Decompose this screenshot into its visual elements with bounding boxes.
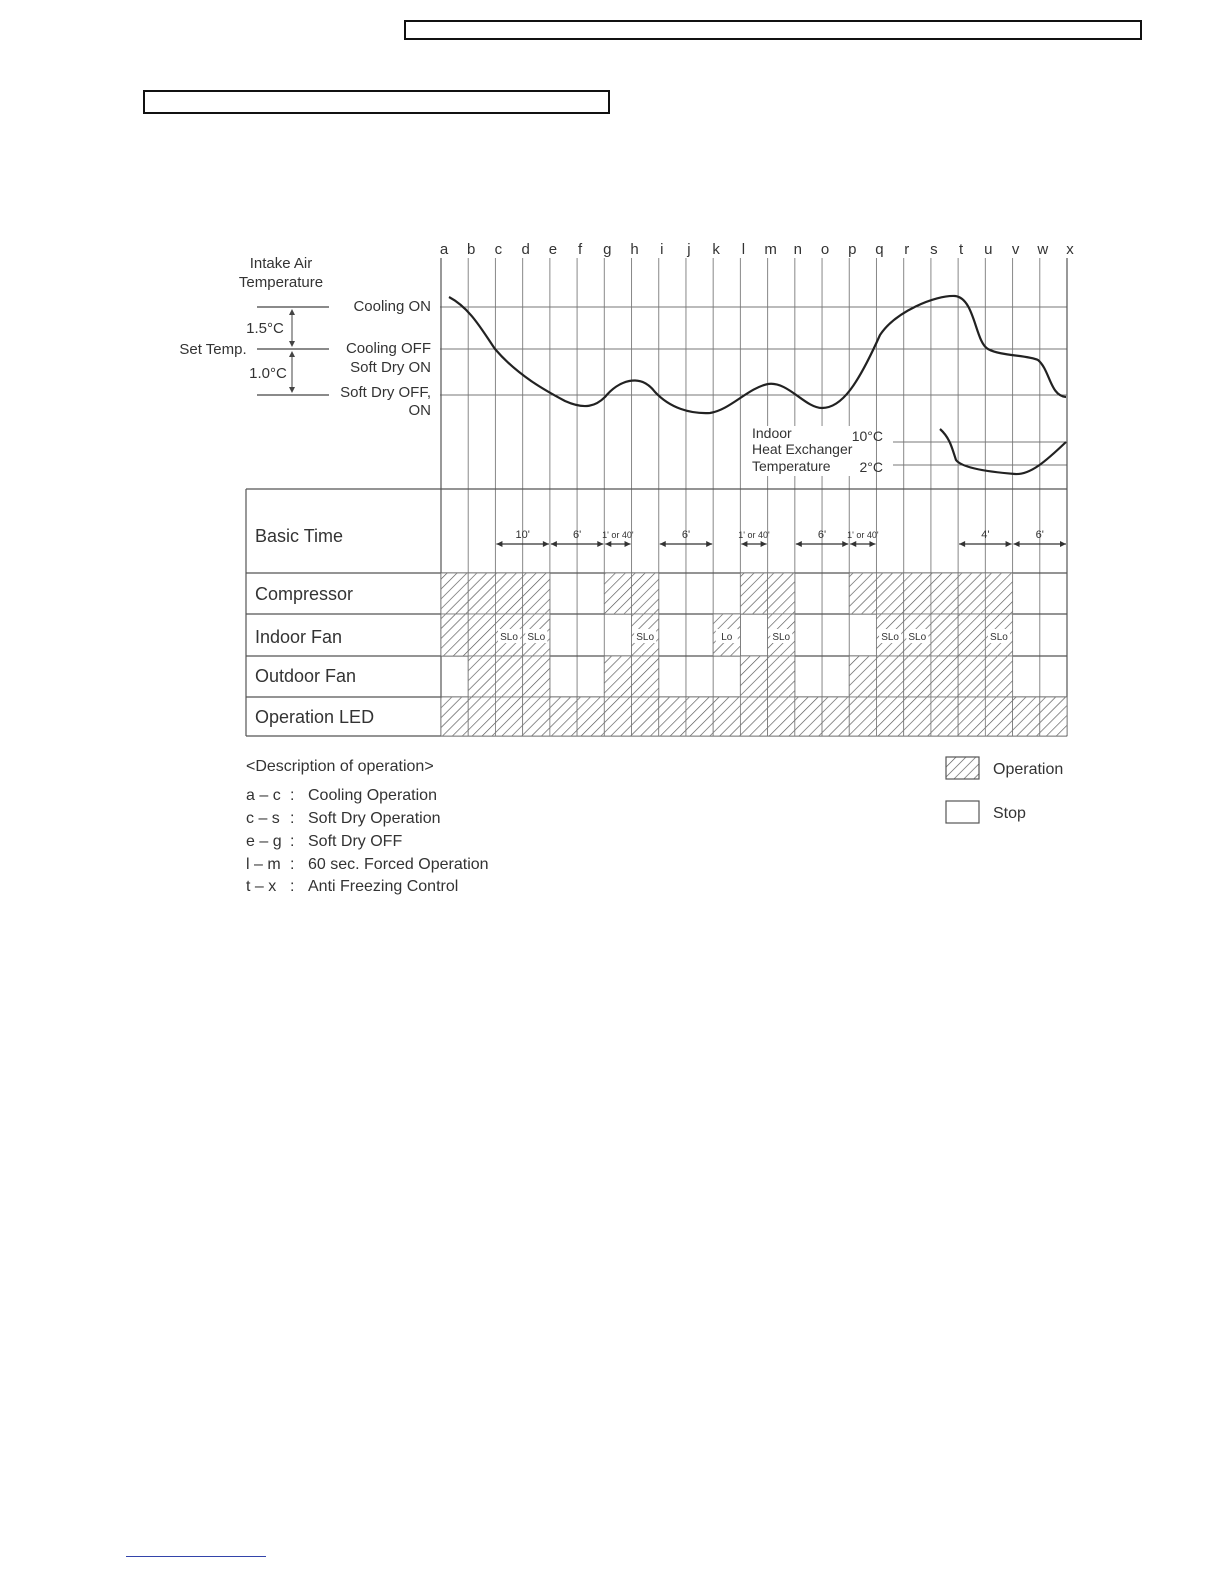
operation-cell	[958, 697, 985, 736]
operation-cell	[931, 614, 958, 656]
column-letter: q	[875, 241, 884, 258]
basic-time-arrowhead	[496, 541, 502, 547]
fan-speed-label: SLo	[527, 632, 546, 643]
basic-time-label: 6'	[572, 529, 582, 541]
column-letters	[440, 241, 1074, 258]
gap-lower-label: 1.0°C	[249, 365, 287, 382]
description-range: e – g	[246, 833, 282, 850]
operation-cell	[740, 697, 767, 736]
soft-dry-off-label: Soft Dry OFF,	[340, 384, 431, 401]
set-temp-label: Set Temp.	[179, 341, 247, 358]
heat-exchanger-temperature-curve	[940, 429, 1066, 474]
column-letter: t	[959, 241, 964, 258]
basic-time-arrowhead	[597, 541, 603, 547]
operation-cell	[985, 697, 1012, 736]
column-letter: o	[820, 241, 830, 258]
basic-time-arrowhead	[850, 541, 856, 547]
basic-time-arrowhead	[1006, 541, 1012, 547]
operation-cell	[985, 573, 1012, 614]
intake-air-temperature-curve	[449, 296, 1066, 413]
operation-cell	[577, 697, 604, 736]
operation-cell	[740, 656, 767, 697]
row-label-compressor: Compressor	[255, 584, 354, 604]
basic-time-arrowhead	[869, 541, 875, 547]
operation-cell	[958, 573, 985, 614]
operation-cell	[904, 697, 931, 736]
description-range: t – x	[246, 878, 277, 895]
fan-speed-label: Lo	[721, 632, 733, 643]
operation-cell	[713, 697, 740, 736]
basic-time-intervals	[496, 529, 1066, 547]
column-letter: n	[793, 241, 802, 258]
operation-cell	[604, 656, 631, 697]
intake-air-label-2: Temperature	[238, 274, 324, 291]
column-letter: u	[984, 241, 993, 258]
description-text: Anti Freezing Control	[308, 878, 459, 895]
operation-cell	[604, 573, 631, 614]
basic-time-arrowhead	[551, 541, 557, 547]
soft-dry-on-label: Soft Dry ON	[350, 359, 431, 376]
basic-time-label: 6'	[1035, 529, 1044, 541]
column-letter: d	[521, 241, 530, 258]
heat-exchanger-upper-label: 10°C	[851, 428, 883, 444]
basic-time-label: 6'	[681, 529, 691, 541]
description-colon: :	[290, 810, 295, 827]
column-letter: g	[603, 241, 612, 258]
operation-cell	[849, 697, 876, 736]
basic-time-label: 1' or 40'	[738, 530, 770, 540]
legend-operation-label: Operation	[993, 761, 1064, 778]
heat-exchanger-label-3: Temperature	[752, 458, 831, 474]
operation-cell	[468, 697, 495, 736]
operation-cell	[958, 614, 985, 656]
operation-cell	[1040, 697, 1067, 736]
operation-cell	[931, 697, 958, 736]
description-colon: :	[290, 878, 295, 895]
operation-cell	[931, 656, 958, 697]
basic-time-arrowhead	[1014, 541, 1020, 547]
basic-time-arrowhead	[605, 541, 611, 547]
description-text: Soft Dry Operation	[308, 810, 441, 827]
operation-cell	[876, 656, 903, 697]
description-title: <Description of operation>	[246, 758, 434, 775]
basic-time-arrowhead	[761, 541, 767, 547]
fan-speed-label: SLo	[881, 632, 899, 643]
cooling-on-label: Cooling ON	[353, 298, 431, 315]
operation-cell	[768, 656, 795, 697]
description-text: Cooling Operation	[308, 787, 437, 804]
basic-time-arrowhead	[706, 541, 712, 547]
row-label-outdoor-fan: Outdoor Fan	[255, 666, 357, 686]
legend-stop-swatch	[946, 801, 979, 823]
operation-cell	[958, 656, 985, 697]
operation-cell	[931, 573, 958, 614]
basic-time-arrowhead	[660, 541, 666, 547]
legend-stop-label: Stop	[993, 805, 1026, 822]
column-letter: v	[1011, 241, 1020, 258]
basic-time-arrowhead	[842, 541, 848, 547]
basic-time-arrowhead	[1060, 541, 1066, 547]
description-colon: :	[290, 856, 295, 873]
description-list	[246, 787, 489, 895]
basic-time-label: 1' or 40'	[602, 530, 634, 540]
basic-time-arrowhead	[959, 541, 965, 547]
column-letter: s	[930, 241, 938, 258]
column-letter: w	[1037, 241, 1049, 258]
operation-cell	[604, 697, 631, 736]
operation-cell	[495, 697, 522, 736]
column-letter: f	[578, 241, 583, 258]
heat-exchanger-label-2: Heat Exchanger	[752, 441, 853, 457]
operation-cell	[495, 656, 522, 697]
operation-cell	[441, 614, 468, 656]
fan-speed-label: SLo	[908, 632, 927, 643]
description-colon: :	[290, 787, 295, 804]
column-letter: r	[904, 241, 910, 258]
column-letter: a	[439, 241, 449, 258]
operation-cell	[659, 697, 686, 736]
row-label-indoor-fan: Indoor Fan	[255, 627, 343, 647]
row-label-operation-led: Operation LED	[255, 707, 375, 727]
operation-cell	[1013, 697, 1040, 736]
operation-cell	[876, 573, 903, 614]
operation-cell	[849, 573, 876, 614]
state-cells	[441, 573, 1067, 736]
row-label-basic-time: Basic Time	[255, 526, 344, 546]
column-letter: e	[548, 241, 558, 258]
basic-time-label: 4'	[981, 529, 990, 541]
operation-cell	[523, 573, 550, 614]
operation-cell	[768, 573, 795, 614]
operation-cell	[632, 573, 659, 614]
operation-cell	[441, 573, 468, 614]
operation-cell	[904, 573, 931, 614]
column-letter: c	[494, 241, 503, 258]
operation-cell	[904, 656, 931, 697]
description-range: l – m	[246, 856, 281, 873]
cooling-off-label: Cooling OFF	[345, 340, 431, 357]
fan-speed-label: SLo	[772, 632, 791, 643]
footer-link-line	[126, 1556, 266, 1557]
fan-speed-label: SLo	[990, 632, 1008, 643]
column-letter: i	[660, 241, 664, 258]
operation-cell	[795, 697, 822, 736]
basic-time-arrowhead	[625, 541, 631, 547]
operation-cell	[468, 614, 495, 656]
operation-cell	[768, 697, 795, 736]
operation-cell	[550, 697, 577, 736]
operation-cell	[495, 573, 522, 614]
description-text: Soft Dry OFF	[308, 833, 403, 850]
operation-cell	[985, 656, 1012, 697]
operation-cell	[468, 573, 495, 614]
column-letter: b	[467, 241, 476, 258]
operation-cell	[523, 656, 550, 697]
description-range: a – c	[246, 787, 281, 804]
operation-cell	[523, 697, 550, 736]
operation-cell	[740, 573, 767, 614]
column-letter: x	[1066, 241, 1074, 258]
intake-air-label: Intake Air	[249, 255, 313, 272]
operation-cell	[822, 697, 849, 736]
operation-cell	[468, 656, 495, 697]
column-letter: m	[764, 241, 777, 258]
column-letter: l	[741, 241, 746, 258]
heat-exchanger-lower-label: 2°C	[859, 459, 883, 475]
column-letter: k	[712, 241, 720, 258]
column-letter: j	[687, 241, 691, 258]
operation-cell	[849, 656, 876, 697]
basic-time-arrowhead	[796, 541, 802, 547]
description-text: 60 sec. Forced Operation	[308, 856, 489, 873]
description-range: c – s	[246, 810, 280, 827]
soft-dry-off-label-2: ON	[408, 402, 431, 419]
heat-exchanger-label-1: Indoor	[752, 425, 792, 441]
basic-time-label: 6'	[817, 529, 827, 541]
column-letter: p	[848, 241, 857, 258]
basic-time-label: 10'	[515, 529, 530, 541]
gap-upper-label: 1.5°C	[246, 320, 284, 337]
description-colon: :	[290, 833, 295, 850]
operation-cell	[632, 697, 659, 736]
operation-cell	[876, 697, 903, 736]
fan-speed-label: SLo	[500, 632, 518, 643]
fan-speed-label: SLo	[636, 632, 655, 643]
legend-operation-swatch	[946, 757, 979, 779]
operation-cell	[632, 656, 659, 697]
basic-time-label: 1' or 40'	[847, 530, 879, 540]
basic-time-arrowhead	[543, 541, 549, 547]
operation-cell	[441, 697, 468, 736]
column-letter: h	[630, 241, 639, 258]
basic-time-arrowhead	[741, 541, 747, 547]
operation-cell	[686, 697, 713, 736]
